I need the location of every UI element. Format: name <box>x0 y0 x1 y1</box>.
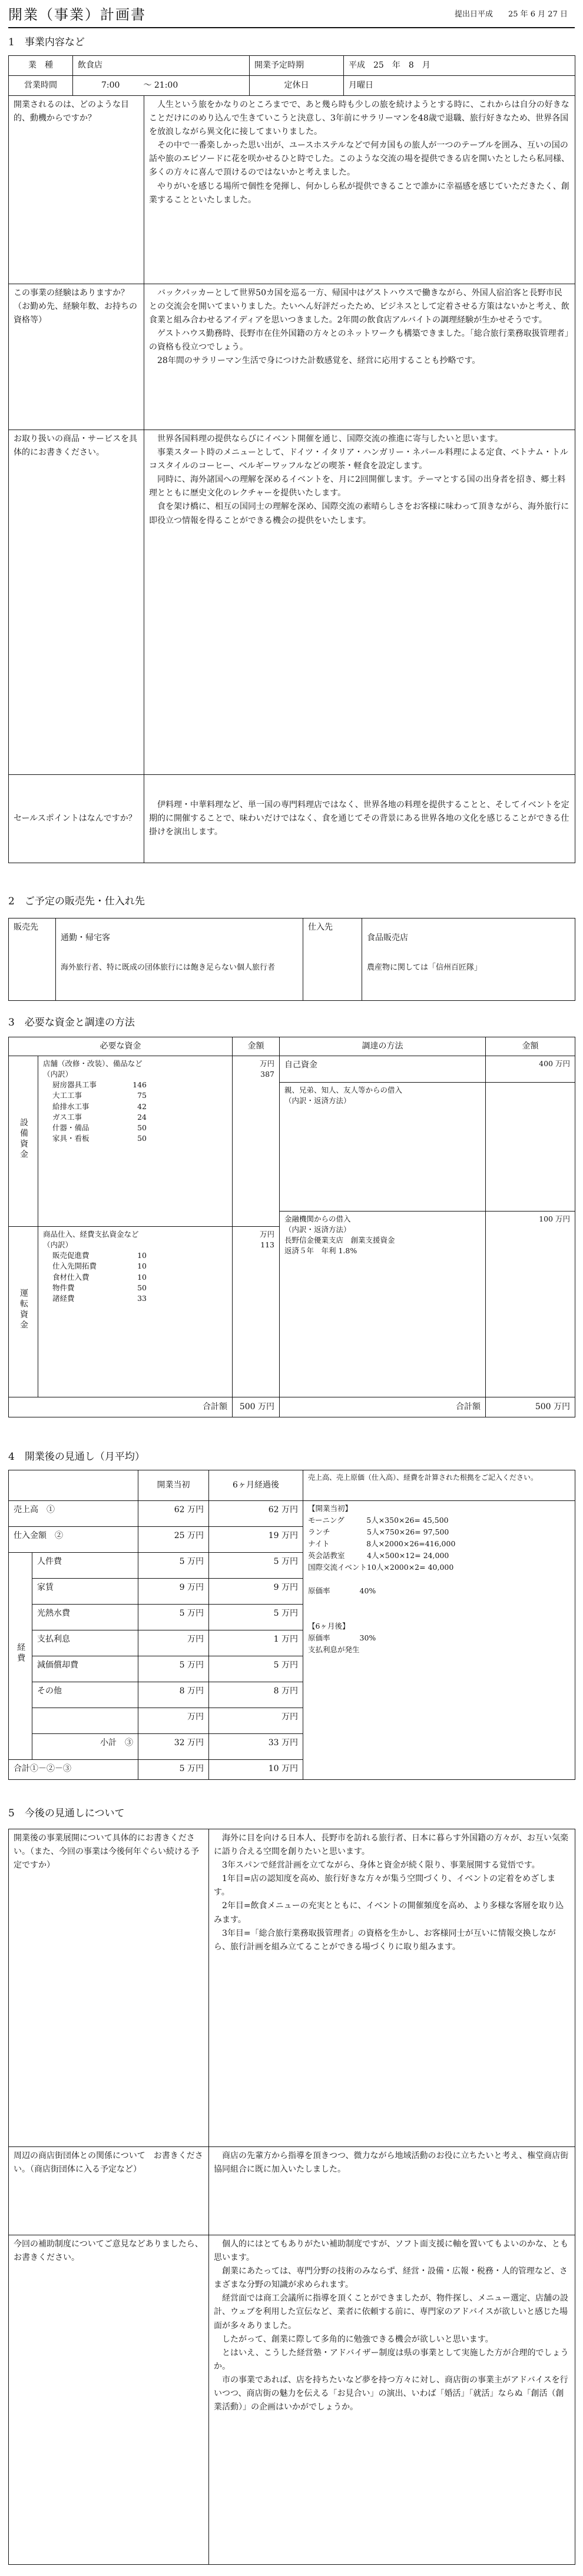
forecast-basis-line: 【開業当初】 <box>308 1504 353 1513</box>
shopping-district-answer <box>209 2147 575 2235</box>
forecast-row-label: 人件費 <box>32 1553 138 1579</box>
own-funds-amount: 400 万円 <box>486 1056 575 1083</box>
family-loan <box>280 1083 485 1212</box>
section-4-heading: 4 開業後の見通し（月平均） <box>8 1451 145 1463</box>
family-loan-label: 親、兄弟、知人、友人等からの借入 <box>284 1086 403 1095</box>
operating-funds-details <box>38 1227 233 1397</box>
forecast-basis-line <box>308 1609 570 1621</box>
equipment-item-name: 家具・看板 <box>52 1133 90 1143</box>
equipment-item <box>52 1101 147 1112</box>
expansion-question: 開業後の事業展開について具体的にお書きください。（また、今回の事業は今後何年ぐらい続ける予定ですか） <box>9 1829 209 2147</box>
funding-needs-header: 必要な資金 <box>9 1037 233 1056</box>
opening-date-value: 平成 25 年 8 月 <box>344 56 575 76</box>
forecast-6month-value: 5 万円 <box>209 1605 303 1630</box>
forecast-open-header: 開業当初 <box>138 1470 209 1501</box>
bank-loan-terms: 返済５年 年利 1.8% <box>284 1246 357 1256</box>
sales-point-answer <box>144 775 575 863</box>
operating-item-name: 諸経費 <box>52 1293 75 1303</box>
business-hours-value <box>73 76 250 96</box>
suppliers-label: 仕入先 <box>303 918 362 1001</box>
shopping-district-question: 周辺の商店街団体との関係について お書きください。（商店街団体に入る予定など） <box>9 2147 209 2235</box>
forecast-basis-line: モーニング 5人×350×26= 45,500 <box>308 1516 449 1525</box>
section-1-heading: 1 事業内容など <box>8 36 85 48</box>
operating-funds-breakdown-label: （内訳） <box>43 1240 73 1250</box>
section-5-heading: 5 今後の見通しについて <box>8 1808 125 1819</box>
forecast-basis <box>303 1501 575 1780</box>
section-3-heading: 3 必要な資金と調達の方法 <box>8 1017 135 1029</box>
products-question: お取り扱いの商品・サービスを具体的にお書きください。 <box>9 430 144 775</box>
forecast-open-value: 5 万円 <box>138 1656 209 1682</box>
family-loan-amount <box>486 1083 575 1212</box>
forecast-basis-line: 支払利息が発生 <box>308 1645 360 1654</box>
subsidy-paragraph: 経営面では商工会議所に指導を頂くことができましたが、物件探し、メニュー選定、店舗の設計、ウェブを利用した宣伝など、業者に依頼する前に、専門家のアドバイスが欲しいと感じた場面が多々ありました。 <box>214 2294 568 2331</box>
equipment-item <box>52 1090 147 1101</box>
funding-amount-header: 金額 <box>233 1037 280 1056</box>
operating-item <box>52 1293 147 1304</box>
subsidy-paragraph: 創業にあたっては、専門分野の技術のみならず、経営・設備・広報・税務・人的管理など、さまざまな分野の知識が求められます。 <box>214 2267 568 2290</box>
forecast-6month-value: 5 万円 <box>209 1656 303 1682</box>
operating-total: 113 <box>260 1240 274 1250</box>
equipment-item-name: 大工工事 <box>52 1091 82 1100</box>
operating-item <box>52 1283 147 1293</box>
subsidy-paragraph: とはいえ、こうした経営塾・アドバイザー制度は県の事業として実施した方が合理的でしょうか。 <box>214 2348 569 2371</box>
equipment-item-list <box>43 1080 227 1144</box>
industry-label: 業 種 <box>9 56 73 76</box>
forecast-open-value: 9 万円 <box>138 1579 209 1605</box>
forecast-6month-value: 19 万円 <box>209 1527 303 1553</box>
forecast-row-label: 家賃 <box>32 1579 138 1605</box>
forecast-6month-value: 9 万円 <box>209 1579 303 1605</box>
forecast-open-value: 8 万円 <box>138 1682 209 1708</box>
funding-table <box>8 1037 575 1417</box>
experience-answer <box>144 284 575 430</box>
equipment-item <box>52 1133 147 1144</box>
document-title: 開業（事業）計画書 <box>8 6 146 23</box>
products-paragraph: 事業スタート時のメニューとして、ドイツ・イタリア・ハンガリー・ネパール料理による定食、ベトナム・トルコスタイルのコーヒー、ベルギーワッフルなどの喫茶・軽食を設定します。 <box>149 448 568 471</box>
expansion-paragraph: 3年スパンで経営計画を立てながら、身体と資金が続く限り、事業展開する覚悟です。 <box>222 1861 540 1871</box>
shopping-district-paragraph: 商店の先輩方から指導を頂きつつ、微力ながら地域活動のお役に立ちたいと考え、権堂商店街協同組合に既に加入いたしました。 <box>214 2151 569 2175</box>
sales-point-question: セールスポイントはなんですか？ <box>9 775 144 863</box>
subsidy-paragraph: したがって、創業に際して多角的に勉強できる機会が欲しいと思います。 <box>222 2334 493 2344</box>
operating-funds-amount <box>233 1227 280 1397</box>
products-paragraph: 食を架け橋に、相互の国同士の理解を深め、国際交流の素晴らしさをお客様に味わって頂きながら、海外旅行に即役立つ情報を得ることができる機会の提供をいたします。 <box>149 502 569 525</box>
holiday-label: 定休日 <box>250 76 344 96</box>
expansion-paragraph: 海外に目を向ける日本人、長野市を訪れる旅行者、日本に暮らす外国籍の方々が、お互い気楽に語り合える空間を創りたいと思います。 <box>214 1833 568 1857</box>
equipment-item-amount: 50 <box>137 1133 147 1143</box>
expansion-answer <box>209 1829 575 2147</box>
industry-value: 飲食店 <box>73 56 250 76</box>
equipment-item-amount: 75 <box>137 1091 147 1100</box>
subsidy-answer <box>209 2235 575 2565</box>
operating-item <box>52 1272 147 1283</box>
forecast-basis-line: ランチ 5人×750×26= 97,500 <box>308 1527 449 1536</box>
experience-paragraph: バックパッカーとして世界50カ国を巡る一方、帰国中はゲストハウスで働きながら、外国人宿泊客と長野市民との交流会を開いてまいりました。たいへん好評だったため、ビジネスとして定着させる方策はないかと考え、飲食業と組み合わせるアイディアを思いつきました。2年間の飲食店アルバイトの調理経験が生かせそうです。 <box>149 288 569 325</box>
suppliers-table <box>8 918 575 1001</box>
subsidy-paragraph: 個人的にはとてもありがたい補助制度ですが、ソフト面支援に軸を置いてもよいのかな、とも思います。 <box>214 2239 568 2263</box>
operating-item-name: 物件費 <box>52 1283 75 1292</box>
customers-label: 販売先 <box>9 918 56 1001</box>
forecast-row-label: 減価償却費 <box>32 1656 138 1682</box>
operating-item-amount: 50 <box>137 1283 147 1292</box>
opening-date-label: 開業予定時期 <box>250 56 344 76</box>
products-paragraph: 同時に、海外諸国への理解を深めるイベントを、月に2回開催します。テーマとする国の出身者を招き、郷土料理とともに歴史文化のレクチャーを提供いたします。 <box>149 475 566 498</box>
operating-funds-label: 運転資金 <box>9 1227 38 1397</box>
forecast-basis-line <box>308 1597 570 1609</box>
equipment-funds-breakdown-label: （内訳） <box>43 1070 73 1079</box>
family-loan-breakdown: （内訳・返済方法） <box>284 1096 351 1106</box>
forecast-open-value: 32 万円 <box>138 1734 209 1760</box>
sales-point-paragraph: 伊料理・中華料理など、単一国の専門料理店ではなく、世界各地の料理を提供することと、そしてイベントを定期的に開催することで、味わいだけではなく、食を通じてその背景にある世界各地の文化を感じることができる仕掛けを演出します。 <box>149 800 569 837</box>
needs-total-amount: 500 万円 <box>233 1397 280 1417</box>
motivation-paragraph: 人生という旅をかなりのところまでで、あと幾ら時も少しの旅を続けようとする時に、これからは自分の好きなことだけにのめり込んで生きていこうと決意し、3年前にサラリーマンを48歳で退職、旅行好きなため、世界各国を放浪しながら異文化に接してまいりました。 <box>149 100 569 137</box>
forecast-row-label: 仕入金額 ② <box>9 1527 138 1553</box>
suppliers-value <box>362 918 575 1001</box>
equipment-item-name: 厨房器具工事 <box>52 1080 97 1090</box>
operating-item-amount: 10 <box>137 1251 147 1260</box>
forecast-6month-value: 5 万円 <box>209 1553 303 1579</box>
operating-item-name: 食材仕入費 <box>52 1272 90 1282</box>
forecast-basis-header: 売上高、売上原価（仕入高）、経費を計算された根拠をご記入ください。 <box>303 1470 575 1501</box>
forecast-basis-line: 【6ヶ月後】 <box>308 1622 350 1630</box>
equipment-item-amount: 42 <box>137 1101 147 1111</box>
sources-total-amount: 500 万円 <box>486 1397 575 1417</box>
forecast-basis-line: ナイト 8人×2000×26=416,000 <box>308 1539 456 1548</box>
experience-paragraph: ゲストハウス勤務時、長野市在住外国籍の方々とのネットワークも構築できました。「総合旅行業務取扱管理者」の資格も役立つでしょう。 <box>149 329 569 352</box>
forecast-row-label: 光熱水費 <box>32 1605 138 1630</box>
operating-item-amount: 10 <box>137 1262 147 1271</box>
equipment-item-name: ガス工事 <box>52 1112 82 1121</box>
expansion-paragraph: 2年目=飲食メニューの充実とともに、イベントの開催頻度を高め、より多様な客層を取り込みます。 <box>214 1901 564 1925</box>
subsidy-question: 今回の補助制度についてご意見などありましたら、お書きください。 <box>9 2235 209 2565</box>
forecast-row-label: 売上高 ① <box>9 1501 138 1527</box>
bank-loan-label: 金融機関からの借入 <box>284 1214 351 1224</box>
equipment-item-amount: 146 <box>132 1080 147 1090</box>
basic-info-table <box>8 55 575 96</box>
submission-date: 提出日平成 25 年 6 月 27 日 <box>454 10 568 19</box>
motivation-paragraph: その中で一番楽しかった思い出が、ユースホステルなどで何カ国もの旅人が一つのテーブルを囲み、互いの国の話や旅のエピソードに花を咲かせるひと時でした。このような交流の場を提供できる店を開いたとしたら私同様、多くの方々に喜んで頂けるのではないかと考えました。 <box>149 141 569 178</box>
equipment-item-name: 給排水工事 <box>52 1101 90 1111</box>
forecast-open-value: 5 万円 <box>138 1553 209 1579</box>
equipment-total: 387 <box>260 1070 274 1079</box>
forecast-row-label: 支払利息 <box>32 1630 138 1656</box>
operating-item-amount: 10 <box>137 1272 147 1282</box>
operating-item <box>52 1261 147 1272</box>
funding-source-amounts <box>486 1056 575 1397</box>
bank-loan-breakdown: （内訳・返済方法） <box>284 1225 351 1234</box>
products-answer <box>144 430 575 775</box>
suppliers-primary: 食品販売店 <box>367 933 408 943</box>
customers-value <box>56 918 303 1001</box>
operating-item-name: 仕入先開拓費 <box>52 1262 97 1271</box>
equipment-funds-desc: 店舗（改修・改装）、備品など <box>43 1059 143 1069</box>
document-header <box>8 0 575 28</box>
forecast-row-label: 合計①－②－③ <box>9 1760 138 1780</box>
unit-label: 万円 <box>259 1230 274 1239</box>
operating-item <box>52 1250 147 1261</box>
funding-source-amount-header: 金額 <box>486 1037 575 1056</box>
forecast-basis-line: 原価率 30% <box>308 1633 376 1642</box>
funding-sources <box>280 1056 486 1397</box>
holiday-value: 月曜日 <box>344 76 575 96</box>
equipment-item-amount: 24 <box>137 1112 147 1121</box>
operating-item-list <box>43 1250 227 1304</box>
outlook-table <box>8 1829 575 2565</box>
expenses-label: 経費 <box>9 1553 32 1760</box>
bank-loan-lender: 長野信金優業支店 創業支援資金 <box>284 1236 395 1245</box>
open-time: 7:00 <box>101 80 120 90</box>
unit-label: 万円 <box>259 1059 274 1069</box>
forecast-6month-value: 8 万円 <box>209 1682 303 1708</box>
forecast-basis-line: 英会話教室 4人×500×12= 24,000 <box>308 1551 449 1560</box>
forecast-6month-value: 1 万円 <box>209 1630 303 1656</box>
operating-funds-desc: 商品仕入、経費支払資金など <box>43 1230 139 1239</box>
equipment-funds-amount <box>233 1056 280 1227</box>
equipment-item <box>52 1080 147 1090</box>
forecast-6month-value: 33 万円 <box>209 1734 303 1760</box>
forecast-open-value: 万円 <box>138 1630 209 1656</box>
forecast-open-value: 5 万円 <box>138 1605 209 1630</box>
section-2-heading: 2 ご予定の販売先・仕入れ先 <box>8 896 145 907</box>
equipment-item <box>52 1112 147 1123</box>
equipment-item-name: 什器・備品 <box>52 1123 90 1132</box>
forecast-6month-header: 6ヶ月経過後 <box>209 1470 303 1501</box>
forecast-open-value: 5 万円 <box>138 1760 209 1780</box>
subsidy-paragraph: 市の事業であれば、店を持ちたいなど夢を持つ方々に対し、商店街の事業主がアドバイスを行いつつ、商店街の魅力を伝える「お見合い」の演出、いわば「婚活」「就活」ならぬ「創活（創業活動）」の企画はいかがでしょうか。 <box>214 2375 568 2412</box>
experience-question: この事業の経験はありますか？（お勤め先、経験年数、お持ちの資格等） <box>9 284 144 430</box>
needs-total-label: 合計額 <box>9 1397 233 1417</box>
forecast-row-label: その他 <box>32 1682 138 1708</box>
forecast-open-value: 万円 <box>138 1708 209 1734</box>
forecast-basis-line: 国際交流イベント10人×2000×2= 40,000 <box>308 1563 454 1572</box>
business-description-table <box>8 95 575 863</box>
forecast-row-label <box>32 1708 138 1734</box>
forecast-basis-line <box>308 1574 570 1586</box>
forecast-row-label: 小計 ③ <box>32 1734 138 1760</box>
equipment-funds-details <box>38 1056 233 1227</box>
business-hours-label: 営業時間 <box>9 76 73 96</box>
forecast-6month-value: 万円 <box>209 1708 303 1734</box>
customers-primary: 通勤・帰宅客 <box>61 933 110 943</box>
motivation-paragraph: やりがいを感じる場所で個性を発揮し、何かしら私が提供できることで誰かに幸福感を感じていただきたく、創業することといたしました。 <box>149 181 569 205</box>
forecast-corner <box>9 1470 138 1501</box>
equipment-funds-label: 設備資金 <box>9 1056 38 1227</box>
operating-item-amount: 33 <box>137 1293 147 1303</box>
operating-item-name: 販売促進費 <box>52 1251 90 1260</box>
funding-source-header: 調達の方法 <box>280 1037 486 1056</box>
equipment-item-amount: 50 <box>137 1123 147 1132</box>
expansion-paragraph: 3年目=「総合旅行業務取扱管理者」の資格を生かし、お客様同士が互いに情報交換しながら、旅行計画を組み立てることができる場づくりに取り組みます。 <box>214 1928 556 1952</box>
forecast-open-value: 25 万円 <box>138 1527 209 1553</box>
forecast-6month-value: 10 万円 <box>209 1760 303 1780</box>
forecast-table <box>8 1470 575 1780</box>
forecast-open-value: 62 万円 <box>138 1501 209 1527</box>
customers-secondary: 海外旅行者、特に既成の団体旅行には飽き足らない個人旅行者 <box>61 963 276 973</box>
experience-paragraph: 28年間のサラリーマン生活で身につけた計数感覚を、経営に応用することも抄略です。 <box>157 356 481 366</box>
bank-loan <box>280 1212 485 1259</box>
close-time: ～ 21:00 <box>143 80 178 90</box>
forecast-6month-value: 62 万円 <box>209 1501 303 1527</box>
sources-total-label: 合計額 <box>280 1397 486 1417</box>
motivation-question: 開業されるのは、どのような目的、動機からですか？ <box>9 96 144 284</box>
suppliers-secondary: 農産物に関しては「信州百匠隊」 <box>367 963 482 973</box>
forecast-basis-line: 原価率 40% <box>308 1586 376 1595</box>
own-funds-label: 自己資金 <box>280 1056 485 1083</box>
products-paragraph: 世界各国料理の提供ならびにイベント開催を通じ、国際交流の推進に寄与したいと思います。 <box>157 434 503 444</box>
equipment-item <box>52 1123 147 1133</box>
expansion-paragraph: 1年目=店の認知度を高め、旅行好きな方々が集う空間づくり、イベントの定着をめざします。 <box>214 1874 556 1898</box>
bank-loan-amount: 100 万円 <box>539 1214 570 1224</box>
motivation-answer <box>144 96 575 284</box>
